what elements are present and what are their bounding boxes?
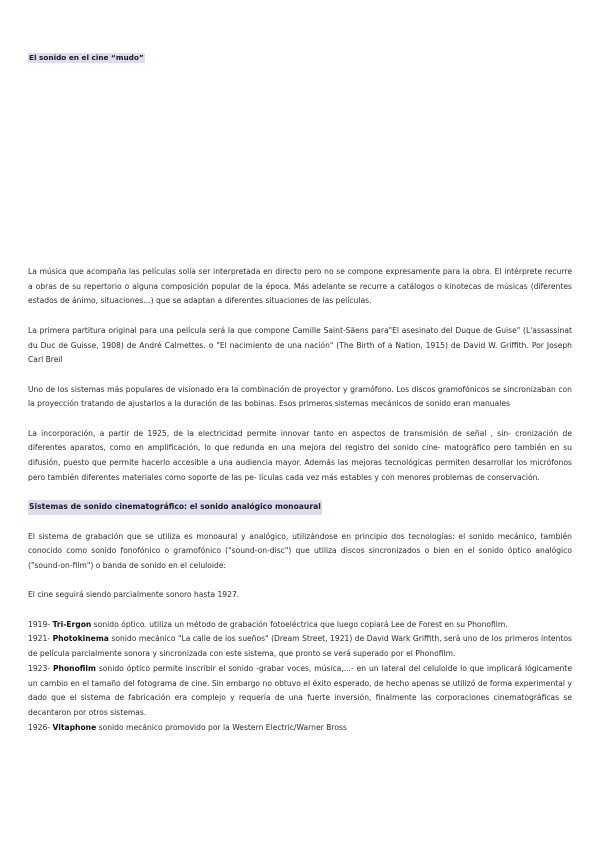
- timeline-entry: [28, 721, 572, 736]
- timeline-year: 1919-: [28, 619, 51, 629]
- paragraph: El cine seguirá siendo parcialmente sonoro hasta 1927.: [28, 590, 240, 600]
- paragraph: La primera partitura original para una película será la que compone Camille Saint-Säens para"El asesinato del Duque de Guise" (L'assassinat du Duc de Guisse, 1908) de André Calmettes. o "El nacimiento de una nación" (The Birth of a Nation, 1915) de David W. Griffith. Por Joseph Carl Breil: [28, 325, 572, 365]
- timeline-year: 1926-: [28, 722, 51, 732]
- timeline-text: sonido óptico. utiliza un método de grabación fotoeléctrica que luego copiará Lee de Forest en su Phonofilm.: [93, 619, 508, 629]
- timeline-entry: [28, 618, 572, 633]
- paragraph: La música que acompaña las películas solía ser interpretada en directo pero no se compone expresamente para la obra. El intérprete recurre a obras de su repertorio o alguna composición popular de la época. Más adelante se recurre a catálogos o kinotecas de músicas (diferentes estados de ánimo, situaciones...) que se adaptan a diferentes situaciones de las películas.: [28, 267, 572, 306]
- timeline-entry: [28, 632, 572, 661]
- section-subheading: Sistemas de sonido cinematográfico: el sonido analógico monoaural: [28, 500, 322, 515]
- paragraph: Uno de los sistemas más populares de visionado era la combinación de proyector y gramófono. Los discos gramofónicos se sincronizaban con la proyección tratando de ajustarlos a la duración de las bobinas. Esos primeros sistemas mecánicos de sonido eran manuales: [28, 384, 572, 409]
- timeline-text: sonido mecánico promovido por la Western Electric/Warner Bross: [98, 722, 347, 732]
- document-body: [28, 265, 572, 735]
- paragraph: El sistema de grabación que se utiliza es monoaural y analógico, utilizándose en principio dos tecnologías: el sonido mecánico, también conocido como sonido fonofónico o gramofónico ("sound-on-disc") que utiliza discos sincronizados o bien en el sonido óptico analógico ("sound-on-film") o banda de sonido en el celuloide:: [28, 531, 572, 570]
- timeline-year: 1921-: [28, 634, 51, 644]
- subheading-line: [28, 500, 572, 515]
- timeline-system-name: Photokinema: [52, 634, 109, 644]
- timeline-entry: [28, 662, 572, 721]
- timeline-system-name: Tri-Ergon: [52, 619, 92, 629]
- timeline-text: sonido mecánico "La calle de los sueños" (Dream Street, 1921) de David Wark Griffith, será uno de los primeros intentos de película parcialmente sonora y sincronizada con este sistema, que pronto se verá superado por el Phonofilm.: [28, 634, 572, 659]
- section-heading: El sonido en el cine “mudo”: [29, 53, 144, 62]
- timeline-text: sonido óptico permite inscribir el sonido -grabar voces, música,...- en un lateral del celuloide lo que implicará lógicamente un cambio en el tamaño del fotograma de cine. Sin embargo no obtuvo el éxito esperado, de hecho apenas se utilizó de forma experimental y dado que el sistema de fabricación era complejo y requería de una fuerte inversión, finalmente las corporaciones cinematográficas se decantaron por otros sistemas.: [28, 663, 573, 717]
- timeline-system-name: Vitaphone: [52, 722, 97, 732]
- timeline-year: 1923-: [28, 663, 51, 673]
- paragraph: La incorporación, a partir de 1925, de la electricidad permite innovar tanto en aspectos de transmisión de señal , sin- cronización de diferentes aparatos, como en amplificación, lo que redunda en una mejora del registro del sonido cine- matográfico pero también en su difusión, puesto que permite hacerlo accesible a una audiencia mayor. Además las mejoras tecnológicas permiten desarrollar los micrófonos pero también diferentes materiales como soporte de las pe- lículas cada vez más estables y con menores problemas de conservación.: [28, 428, 572, 482]
- timeline-system-name: Phonofilm: [52, 663, 96, 673]
